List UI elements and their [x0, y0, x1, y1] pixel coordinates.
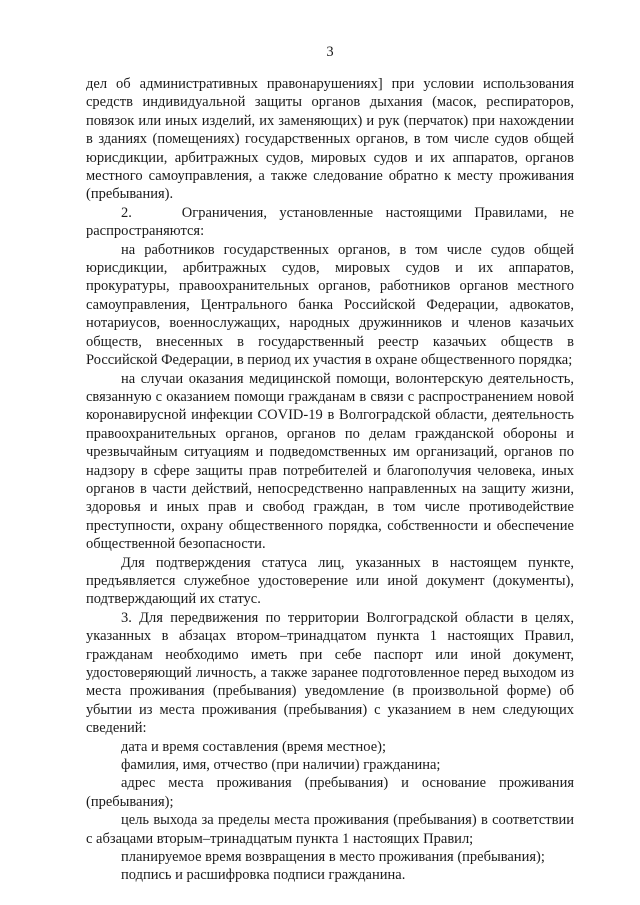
paragraph-5: Для подтверждения статуса лиц, указанных в настоящем пункте, предъявляется служебное удостоверение или иной документ (документы), подтверждающий их статус. — [86, 554, 574, 608]
paragraph-1: дел об административных правонарушениях] при условии использования средств индивидуальной защиты органов дыхания (масок, респираторов, повязок или иных изделий, их заменяющих) и рук (перчаток) при нахождении в зданиях (помещениях) государственных органов, в том числе судов общей юрисдикции, арбитражных судов, мировых судов и их аппаратов, органов местного самоуправления, а также следование обратно к месту проживания (пребывания). — [86, 76, 574, 203]
paragraph-6: 3. Для передвижения по территории Волгоградской области в целях, указанных в абзацах втором–тринадцатом пункта 1 настоящих Правил, гражданам необходимо иметь при себе паспорт или иной документ, удостоверяющий личность, а также заранее подготовленное перед выходом из места проживания (пребывания) уведомление (в произвольной форме) об убытии из места проживания (пребывания) с указанием в нем следующих сведений: — [86, 609, 574, 737]
paragraph-4: на случаи оказания медицинской помощи, волонтерскую деятельность, связанную с оказанием помощи гражданам в связи с распространением новой коронавирусной инфекции COVID-19 в Волгоградской области, деятельность правоохранительных органов, органов по делам гражданской обороны и чрезвычайным ситуациям и подведомственных им организаций, органов по надзору в сфере защиты прав потребителей и благополучия человека, иных органов в части действий, непосредственно направленных на защиту жизни, здоровья и иных прав и свобод граждан, в том числе противодействие преступности, охрану общественного порядка, собственности и обеспечение общественной безопасности. — [86, 370, 574, 553]
paragraph-12: подпись и расшифровка подписи гражданина. — [121, 867, 406, 884]
document-body — [86, 75, 574, 885]
page-number: 3 — [326, 44, 334, 60]
document-page — [86, 0, 574, 905]
paragraph-2: 2. Ограничения, установленные настоящими Правилами, не распространяются: — [86, 204, 574, 240]
paragraph-11: планируемое время возвращения в место проживания (пребывания); — [121, 849, 545, 866]
paragraph-8: фамилия, имя, отчество (при наличии) гражданина; — [121, 757, 441, 774]
paragraph-3: на работников государственных органов, в том числе судов общей юрисдикции, арбитражных судов, мировых судов и их аппаратов, прокуратуры, правоохранительных органов, работников органов местного самоуправления, Центрального банка Российской Федерации, адвокатов, нотариусов, военнослужащих, народных дружинников и членов казачьих обществ, внесенных в государственный реестр казачьих обществ в Российской Федерации, в период их участия в охране общественного порядка; — [86, 241, 574, 369]
paragraph-9: адрес места проживания (пребывания) и основание проживания (пребывания); — [86, 775, 574, 810]
paragraph-10: цель выхода за пределы места проживания (пребывания) в соответствии с абзацами вторым–тринадцатым пункта 1 настоящих Правил; — [86, 812, 574, 847]
paragraph-7: дата и время составления (время местное); — [121, 738, 387, 755]
